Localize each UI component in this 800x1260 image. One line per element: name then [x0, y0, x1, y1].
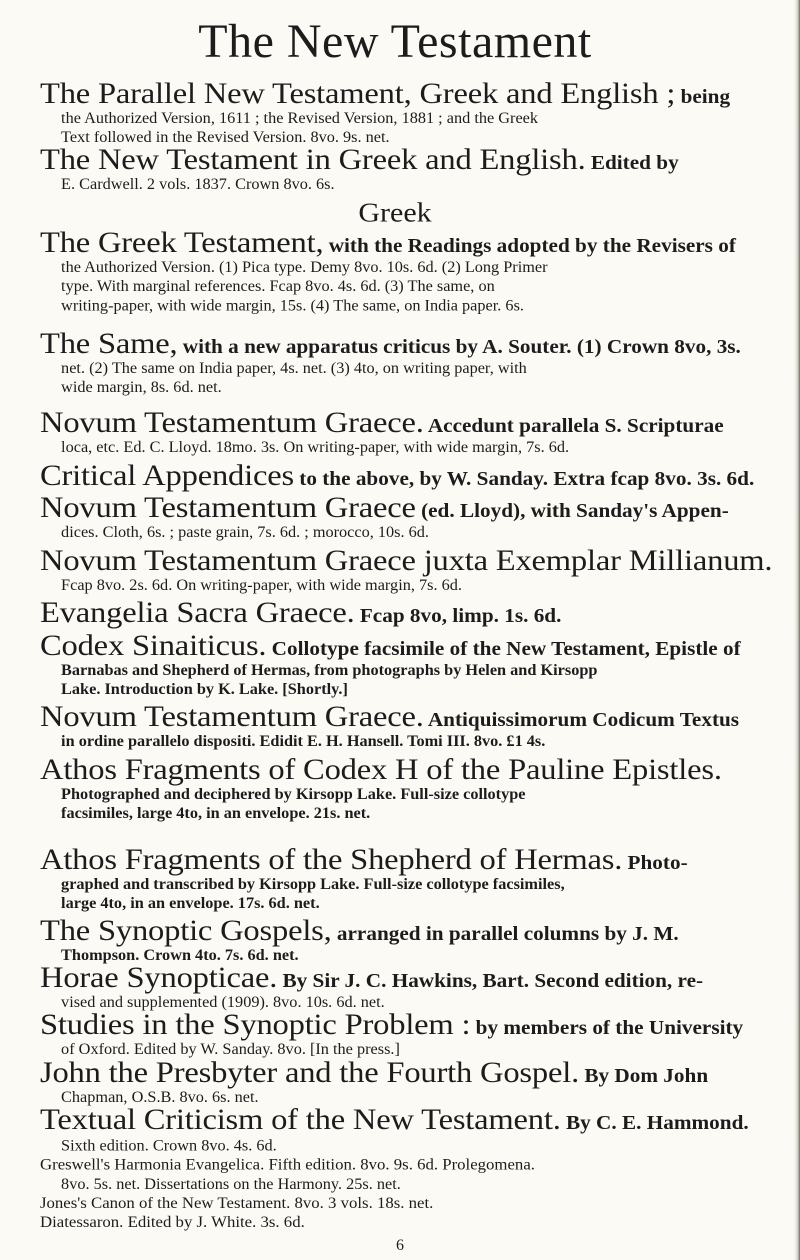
- entry-title: Novum Testamentum Graece.: [40, 406, 424, 440]
- entry-title: The Parallel New Testament, Greek and English ;: [40, 77, 676, 111]
- entry-heading-line: [40, 226, 780, 260]
- entry-title-tail: Edited by: [590, 152, 679, 174]
- entry-title: Athos Fragments of the Shepherd of Hermas.: [40, 842, 623, 876]
- entry-title-tail: By Sir J. C. Hawkins, Bart. Second edition, re-: [282, 969, 704, 992]
- entry-text-line: graphed and transcribed by Kirsopp Lake. Full-size collotype facsimiles,: [61, 874, 565, 893]
- entry-heading-line: [40, 961, 780, 995]
- entry-text-line: Chapman, O.S.B. 8vo. 6s. net.: [61, 1088, 259, 1106]
- catalogue-entry: [40, 961, 790, 1012]
- page-edge-shadow: [794, 0, 800, 1260]
- entry-title-tail: with a new apparatus criticus by A. Souter. (1) Crown 8vo, 3s.: [182, 335, 741, 358]
- entry-heading-line: [40, 459, 780, 493]
- entry-text-line: loca, etc. Ed. C. Lloyd. 18mo. 3s. On writing-paper, with wide margin, 7s. 6d.: [61, 438, 570, 456]
- closing-notes: [40, 1136, 790, 1232]
- entry-title: The Synoptic Gospels,: [40, 914, 332, 947]
- entry-heading-line: [40, 596, 780, 630]
- entry-heading-line: [40, 914, 780, 947]
- entry-text-line: vised and supplemented (1909). 8vo. 10s. 6d. net.: [61, 993, 385, 1011]
- catalogue-entry: [40, 143, 790, 194]
- entry-heading-line: [40, 1056, 780, 1090]
- catalogue-entry: [40, 1056, 790, 1107]
- page-title: The New Testament: [198, 15, 592, 68]
- catalogue-entry: [40, 596, 790, 630]
- entry-title: Horae Synopticae.: [40, 961, 278, 995]
- entry-title-tail: by members of the University: [475, 1017, 744, 1039]
- entry-heading-line: [40, 1103, 780, 1137]
- entry-text-line: Barnabas and Shepherd of Hermas, from photographs by Helen and Kirsopp: [61, 661, 598, 679]
- entry-title-tail: Photo-: [627, 851, 688, 874]
- closing-line: 8vo. 5s. net. Dissertations on the Harmony. 25s. net.: [61, 1175, 401, 1193]
- entry-heading-line: [40, 143, 780, 177]
- entry-heading-line: [40, 543, 780, 577]
- entry-title-tail: Antiquissimorum Codicum Textus: [427, 708, 740, 731]
- entry-title-tail: Fcap 8vo, limp. 1s. 6d.: [359, 605, 562, 627]
- page-number: 6: [396, 1237, 404, 1254]
- catalogue-entry: [40, 700, 790, 751]
- entry-text-line: Text followed in the Revised Version. 8vo. 9s. net.: [61, 128, 390, 146]
- entry-text-line: type. With marginal references. Fcap 8vo. 4s. 6d. (3) The same, on: [61, 277, 495, 296]
- catalogue-entry: [40, 491, 790, 542]
- entry-title: Codex Sinaiticus.: [40, 629, 267, 663]
- catalogue-entry: [40, 914, 790, 965]
- entry-title: Critical Appendices: [40, 459, 294, 493]
- entry-title: Textual Criticism of the New Testament.: [40, 1103, 561, 1137]
- entry-text-line: Fcap 8vo. 2s. 6d. On writing-paper, with wide margin, 7s. 6d.: [61, 575, 462, 594]
- entry-text-line: the Authorized Version. (1) Pica type. Demy 8vo. 10s. 6d. (2) Long Primer: [61, 258, 548, 276]
- entry-title: Studies in the Synoptic Problem :: [40, 1008, 471, 1042]
- closing-line: Sixth edition. Crown 8vo. 4s. 6d.: [61, 1137, 277, 1155]
- entry-text-line: Thompson. Crown 4to. 7s. 6d. net.: [61, 945, 299, 964]
- entry-title: Novum Testamentum Graece: [40, 491, 416, 524]
- entry-text-line: Lake. Introduction by K. Lake. [Shortly.]: [61, 680, 348, 699]
- closing-line: Diatessaron. Edited by J. White. 3s. 6d.: [40, 1213, 305, 1232]
- entry-text-line: dices. Cloth, 6s. ; paste grain, 7s. 6d. ; morocco, 10s. 6d.: [61, 523, 429, 541]
- entry-title: The Same,: [40, 327, 178, 360]
- catalogue-entry: [40, 406, 790, 457]
- entry-text-line: wide margin, 8s. 6d. net.: [61, 378, 222, 396]
- entry-title-tail: By Dom John: [584, 1064, 709, 1087]
- entry-heading-line: [40, 491, 780, 524]
- entry-title: John the Presbyter and the Fourth Gospel.: [40, 1056, 580, 1090]
- entry-title-tail: Accedunt parallela S. Scripturae: [427, 414, 724, 437]
- entry-text-line: in ordine parallelo dispositi. Edidit E. H. Hansell. Tomi III. 8vo. £1 4s.: [61, 732, 546, 750]
- entry-text-line: of Oxford. Edited by W. Sanday. 8vo. [In the press.]: [61, 1040, 400, 1059]
- entry-heading-line: [40, 753, 780, 787]
- entry-text-line: net. (2) The same on India paper, 4s. net. (3) 4to, on writing paper, with: [61, 358, 527, 377]
- entry-heading-line: [40, 842, 780, 876]
- catalogue-entry: [40, 842, 790, 913]
- catalogue-entry: [40, 629, 790, 699]
- entry-text-line: writing-paper, with wide margin, 15s. (4) The same, on India paper. 6s.: [61, 296, 524, 315]
- entry-title: Evangelia Sacra Graece.: [40, 596, 355, 630]
- catalogue-entry: [40, 459, 790, 493]
- entry-title: Athos Fragments of Codex H of the Pauline Epistles.: [40, 753, 722, 787]
- catalogue-entry: [40, 1008, 790, 1059]
- entry-title-tail: By C. E. Hammond.: [565, 1111, 749, 1134]
- entry-text-line: facsimiles, large 4to, in an envelope. 21s. net.: [61, 804, 371, 822]
- section-heading-greek: Greek: [358, 197, 432, 228]
- catalogue-entry: [40, 753, 790, 823]
- entry-heading-line: [40, 77, 780, 111]
- catalogue-entry: [40, 77, 790, 147]
- catalogue-entry: [40, 226, 790, 315]
- catalogue-entry: [40, 1103, 790, 1137]
- entry-title: The Greek Testament,: [40, 226, 324, 260]
- entry-text-line: Photographed and deciphered by Kirsopp Lake. Full-size collotype: [61, 785, 526, 803]
- catalogue-entry: [40, 543, 790, 595]
- closing-line: Greswell's Harmonia Evangelica. Fifth edition. 8vo. 9s. 6d. Prolegomena.: [40, 1156, 535, 1174]
- entry-heading-line: [40, 629, 780, 663]
- entry-heading-line: [40, 406, 780, 440]
- entry-title-tail: being: [680, 85, 731, 108]
- entry-heading-line: [40, 327, 780, 360]
- entry-title-tail: arranged in parallel columns by J. M.: [336, 922, 679, 945]
- entry-heading-line: [40, 700, 780, 734]
- entry-title-tail: (ed. Lloyd), with Sanday's Appen-: [421, 499, 729, 522]
- entry-title: The New Testament in Greek and English.: [40, 143, 586, 177]
- entry-title: Novum Testamentum Graece juxta Exemplar Millianum.: [40, 543, 773, 577]
- entry-title: Novum Testamentum Graece.: [40, 700, 424, 734]
- closing-line: Jones's Canon of the New Testament. 8vo. 3 vols. 18s. net.: [40, 1194, 434, 1213]
- entry-title-tail: Collotype facsimile of the New Testament, Epistle of: [271, 637, 741, 660]
- entry-text-line: the Authorized Version, 1611 ; the Revised Version, 1881 ; and the Greek: [61, 109, 539, 127]
- entry-title-tail: to the above, by W. Sanday. Extra fcap 8vo. 3s. 6d.: [299, 467, 755, 490]
- entry-title-tail: with the Readings adopted by the Revisers of: [328, 234, 736, 257]
- entry-text-line: large 4to, in an envelope. 17s. 6d. net.: [61, 893, 320, 912]
- catalogue-entry: [40, 327, 790, 397]
- entry-text-line: E. Cardwell. 2 vols. 1837. Crown 8vo. 6s.: [61, 175, 335, 194]
- entry-heading-line: [40, 1008, 780, 1042]
